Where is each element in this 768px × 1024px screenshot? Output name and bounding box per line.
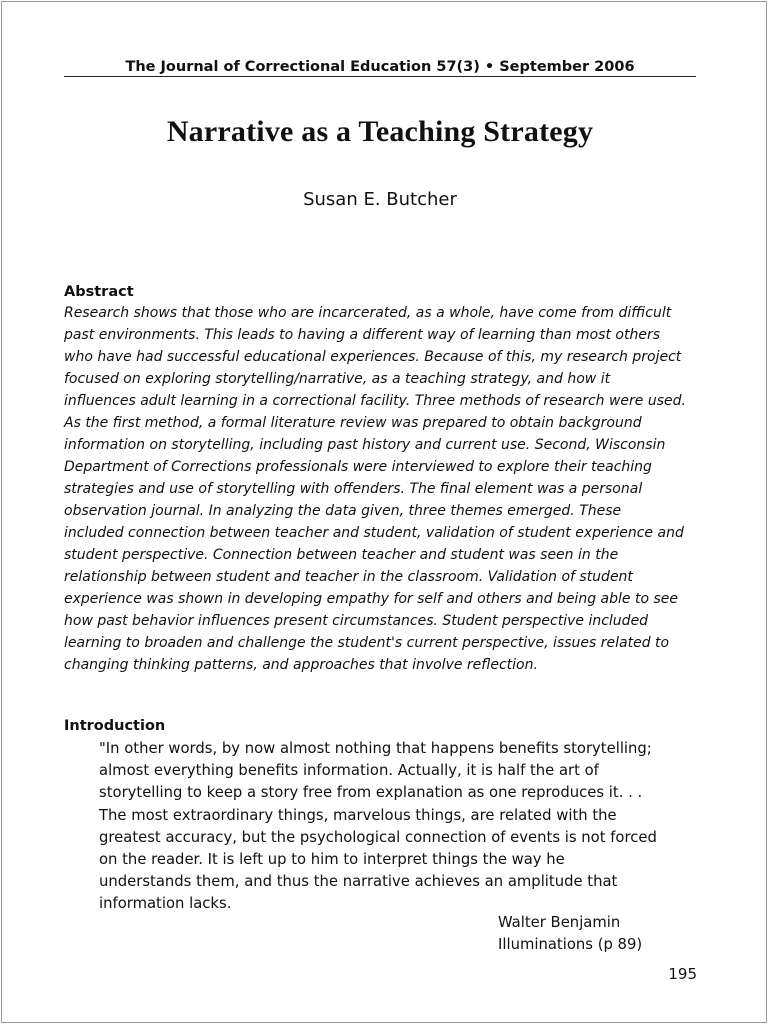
quote-attribution (498, 912, 642, 956)
abstract-line: experience was shown in developing empathy for self and others and being able to see (64, 591, 678, 607)
running-header: The Journal of Correctional Education 57(3) • September 2006 (125, 59, 635, 75)
quote-line: understands them, and thus the narrative achieves an amplitude that (99, 873, 618, 891)
quote-line: storytelling to keep a story free from explanation as one reproduces it. . . (99, 784, 643, 802)
abstract-line: included connection between teacher and student, validation of student experience and (64, 525, 684, 541)
quote-line: information lacks. (99, 895, 232, 913)
abstract-line: information on storytelling, including past history and current use. Second, Wisconsin (64, 437, 666, 453)
quote-line: almost everything benefits information. Actually, it is half the art of (99, 762, 599, 780)
abstract-line: changing thinking patterns, and approaches that involve reflection. (64, 657, 538, 673)
quote-line: The most extraordinary things, marvelous things, are related with the (99, 806, 617, 824)
abstract-line: As the first method, a formal literature review was prepared to obtain background (64, 415, 642, 431)
attribution-name: Walter Benjamin (498, 914, 621, 931)
abstract-line: focused on exploring storytelling/narrative, as a teaching strategy, and how it (64, 371, 611, 387)
quote-line: "In other words, by now almost nothing that happens benefits storytelling; (99, 740, 652, 757)
abstract-line: Research shows that those who are incarcerated, as a whole, have come from difficult (64, 305, 672, 321)
abstract-line: strategies and use of storytelling with offenders. The final element was a personal (64, 481, 643, 497)
abstract-line: relationship between student and teacher in the classroom. Validation of student (64, 569, 633, 585)
abstract-line: influences adult learning in a correctional facility. Three methods of research were used. (64, 393, 686, 409)
abstract-body (64, 302, 698, 676)
introduction-heading: Introduction (64, 718, 166, 734)
page-number: 195 (668, 965, 697, 983)
abstract-line: observation journal. In analyzing the data given, three themes emerged. These (64, 503, 622, 519)
epigraph-quote (99, 738, 699, 916)
abstract-line: who have had successful educational experiences. Because of this, my research project (64, 349, 682, 365)
quote-line: on the reader. It is left up to him to interpret things the way he (99, 851, 565, 869)
header-rule (64, 76, 696, 77)
abstract-line: Department of Corrections professionals were interviewed to explore their teaching (64, 459, 652, 475)
attribution-source: Illuminations (p 89) (498, 936, 643, 954)
abstract-line: past environments. This leads to having a different way of learning than most others (64, 327, 660, 343)
article-title: Narrative as a Teaching Strategy (166, 115, 594, 148)
author-name: Susan E. Butcher (303, 189, 457, 210)
abstract-line: how past behavior influences present circumstances. Student perspective included (64, 613, 649, 629)
abstract-line: learning to broaden and challenge the student's current perspective, issues related to (64, 635, 670, 651)
abstract-heading: Abstract (64, 284, 134, 300)
abstract-line: student perspective. Connection between teacher and student was seen in the (64, 547, 619, 563)
quote-line: greatest accuracy, but the psychological connection of events is not forced (99, 828, 657, 846)
